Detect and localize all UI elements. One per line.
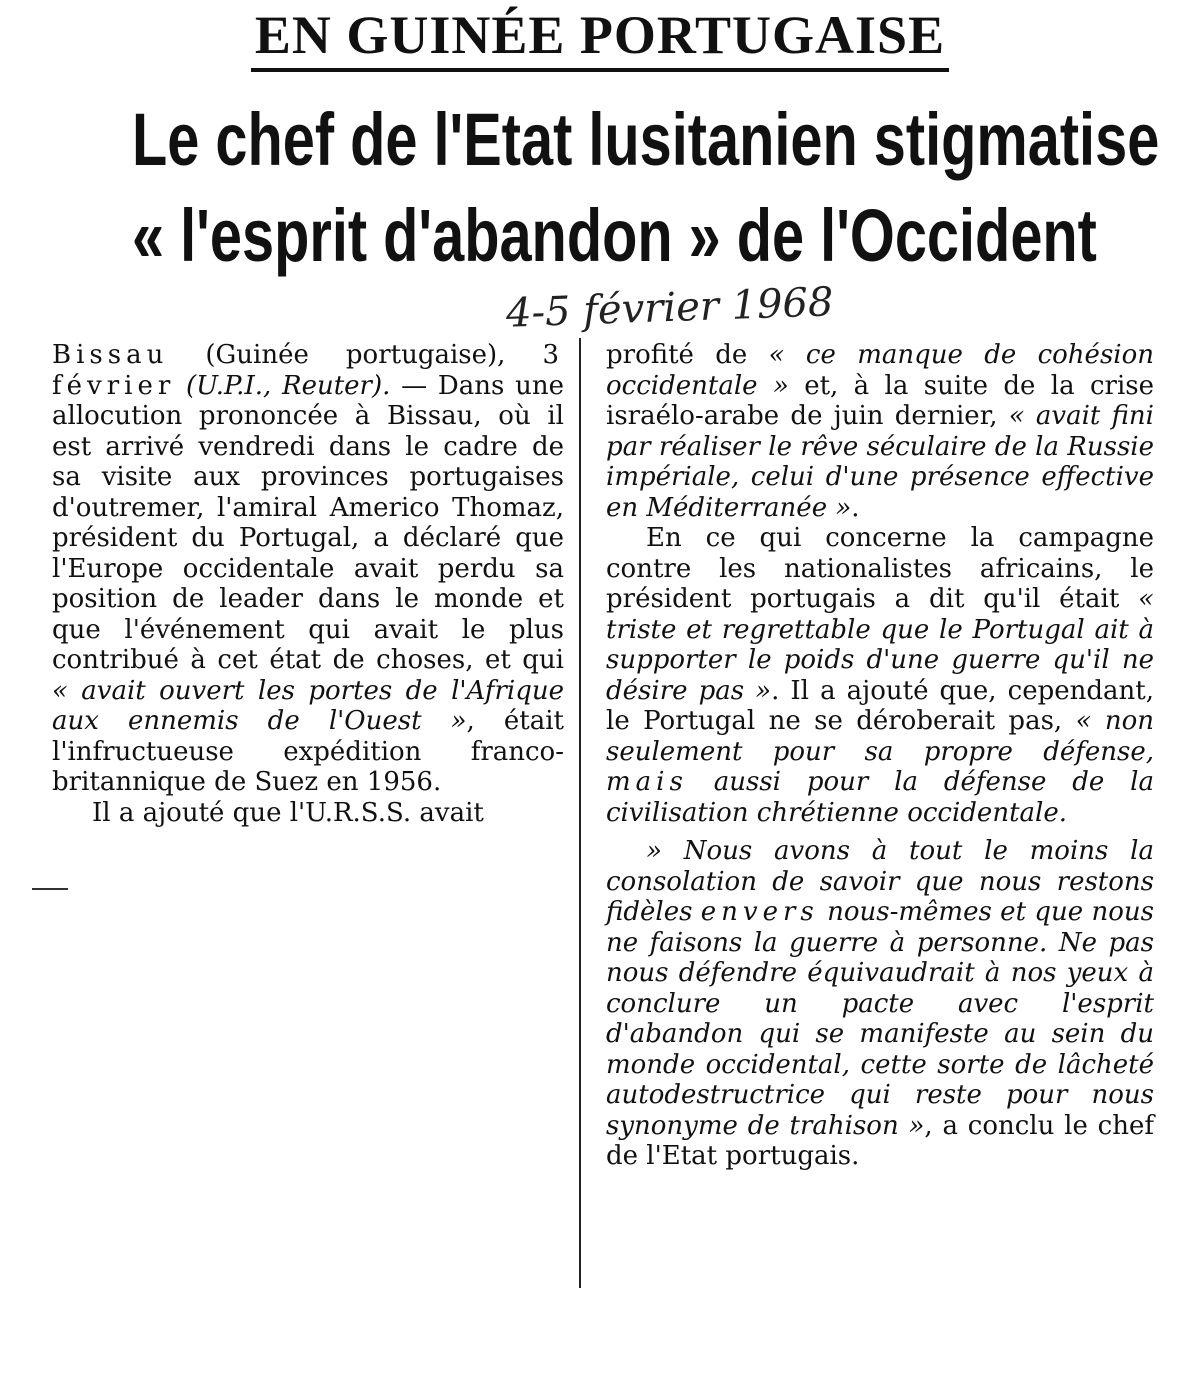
paragraph-3-mid: . Il a ajouté que, cependant, le Portugal ne se déroberait pas, [606,675,1154,736]
section-kicker [0,4,1200,72]
article-column-right [606,340,1154,1172]
paragraph-4-quote-c: nous-mêmes et que nous ne faisons la guerre à personne. Ne pas nous défendre équivaudrait à nos yeux à conclure un pacte avec l'esprit d'abandon qui se manifeste au sein du monde occidental, cette sorte de lâcheté autodestructrice qui reste pour nous synonyme de trahison » [606,897,1154,1141]
article-paragraph-1 [52,340,564,798]
paragraph-2-cont-2: et, à la suite de la crise israélo-arabe de juin dernier, [606,370,1154,431]
dateline-agency: (U.P.I., Reuter). [175,370,391,401]
paragraph-1-quote: « avait ouvert les portes de l'Afrique aux ennemis de l'Ouest » [52,675,564,736]
article-paragraph-4 [606,836,1154,1172]
paragraph-3-quote-2c: aussi pour la défense de la civilisation chrétienne occidentale. [606,767,1154,828]
dateline-date: 3 février [52,340,564,401]
article-column-left [52,340,564,828]
paragraph-4-end: , a conclu le chef de l'Etat portugais. [606,1110,1154,1171]
paragraph-3-quote-2b: mais [606,767,688,797]
paragraph-1-text: — Dans une allocution prononcée à Bissau, où il est arrivé vendredi dans le cadre de sa visite aux provinces portugaises d'outremer, l'amiral Americo Thomaz, président du Portugal, a déclaré que l'Europe occidentale avait perdu sa position de leader dans le monde et que l'événement qui avait le plus contribué à cet état de choses, et qui [52,370,565,675]
article-paragraph-2-start [52,798,564,829]
article-paragraph-2-continued [606,340,1154,523]
headline-line-1: Le chef de l'Etat lusitanien stigmatise [132,98,1160,181]
paragraph-3-text: En ce qui concerne la campagne contre les nationalistes africains, le président portugais a dit qu'il était [606,523,1154,614]
paragraph-2-quote-2: « avait fini par réaliser le rêve séculaire de la Russie impériale, celui d'une présence effective en Méditerranée » [606,401,1154,523]
handwritten-date-annotation: 4-5 février 1968 [505,279,835,337]
paragraph-1-end: , était l'infructueuse expédition franco-britannique de Suez en 1956. [52,706,564,797]
headline-line-2: « l'esprit d'abandon » de l'Occident [132,194,1097,277]
paragraph-3-quote-1: « triste et regrettable que le Portugal ait à supporter le poids d'une guerre qu'il ne désire pas » [606,584,1154,706]
paragraph-2-start-text: Il a ajouté que l'U.R.S.S. avait [92,797,484,828]
paragraph-2-quote-1: « ce manque de cohésion occidentale » [606,340,1154,401]
paragraph-4-quote-a: » Nous avons à tout le moins la consolation de savoir que nous restons fidèles [606,836,1154,927]
paragraph-2-cont-1: profité de [606,340,769,370]
kicker-text: EN GUINÉE PORTUGAISE [251,4,949,72]
dateline-rest: (Guinée portugaise), [168,340,506,370]
article-paragraph-3 [606,523,1154,828]
paragraph-4-quote-b: envers [700,897,819,927]
dateline-place: Bissau [52,340,169,370]
paragraph-2-end: . [851,492,860,523]
paragraph-3-quote-2a: « non seulement pour sa propre défense, [606,706,1154,767]
column-divider [579,338,581,1288]
column-end-dash [32,888,68,890]
